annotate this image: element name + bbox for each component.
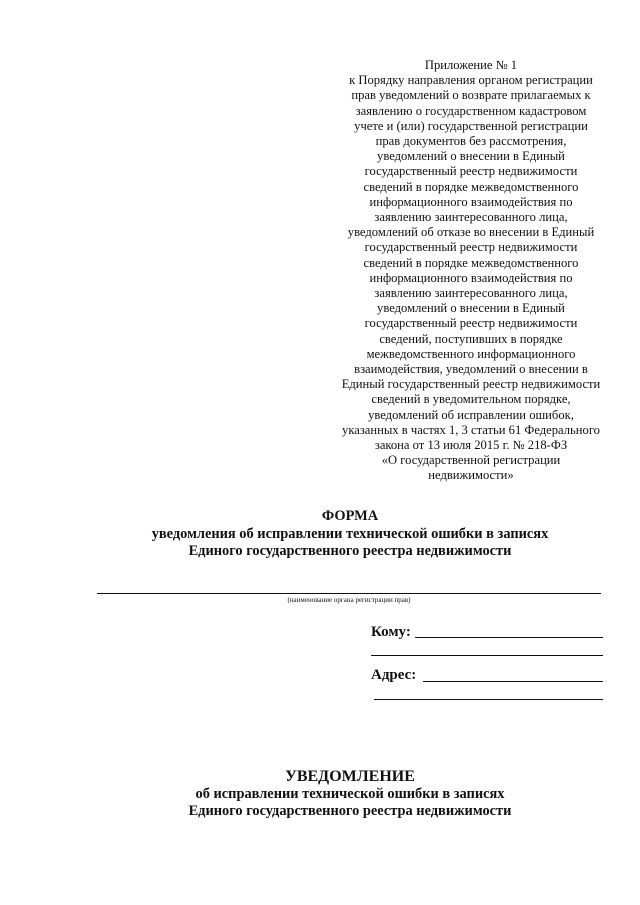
appendix-line: взаимодействия, уведомлений о внесении в <box>354 362 588 377</box>
appendix-line: сведений, поступивших в порядке <box>379 331 563 346</box>
form-title-heading: ФОРМА <box>321 508 379 524</box>
address-input-line-2[interactable] <box>374 699 603 700</box>
form-title-subtitle-1: уведомления об исправлении технической ошибки в записях <box>151 525 549 542</box>
appendix-line: межведомственного информационного <box>366 346 576 361</box>
appendix-line: сведений в порядке межведомственного <box>363 179 579 194</box>
address-input-line[interactable] <box>423 681 603 682</box>
appendix-line: государственный реестр недвижимости <box>364 240 578 255</box>
address-label: Адрес: <box>371 667 417 683</box>
appendix-line: «О государственной регистрации <box>381 453 561 468</box>
form-title <box>60 508 640 561</box>
appendix-line: уведомлений об исправлении ошибок, <box>368 407 574 422</box>
appendix-line: сведений в уведомительном порядке, <box>371 392 571 407</box>
notice-title-subtitle-1: об исправлении технической ошибки в записях <box>195 785 505 802</box>
to-label: Кому: <box>371 624 411 640</box>
appendix-line: Приложение № 1 <box>424 58 518 72</box>
appendix-line: информационного взаимодействия по <box>369 194 573 209</box>
appendix-line: уведомлений о внесении в Единый <box>377 149 565 164</box>
appendix-line: заявлению заинтересованного лица, <box>374 210 568 225</box>
appendix-line: закона от 13 июля 2015 г. № 218-ФЗ <box>374 438 568 453</box>
appendix-line: уведомлений об отказе во внесении в Единый <box>347 225 595 240</box>
appendix-line: прав документов без рассмотрения, <box>375 134 567 149</box>
appendix-line: Единый государственный реестр недвижимости <box>341 377 601 392</box>
appendix-line: указанных в частях 1, 3 статьи 61 Федерального <box>342 422 600 437</box>
appendix-line: государственный реестр недвижимости <box>364 164 578 179</box>
appendix-line: недвижимости» <box>428 468 514 483</box>
notice-title <box>60 768 640 821</box>
appendix-line: заявлению о государственном кадастровом <box>355 103 587 118</box>
notice-title-heading: УВЕДОМЛЕНИЕ <box>285 768 415 785</box>
org-name-input-line[interactable] <box>97 593 601 594</box>
appendix-line: заявлению заинтересованного лица, <box>374 286 568 301</box>
appendix-line: сведений в порядке межведомственного <box>363 255 579 270</box>
to-input-line-2[interactable] <box>371 655 603 656</box>
appendix-block <box>330 58 612 484</box>
appendix-line: уведомлений о внесении в Единый <box>377 301 565 316</box>
to-input-line[interactable] <box>415 637 603 638</box>
appendix-line: прав уведомлений о возврате прилагаемых к <box>351 88 591 103</box>
appendix-line: учете и (или) государственной регистрации <box>354 118 588 133</box>
appendix-line: государственный реестр недвижимости <box>364 316 578 331</box>
org-name-caption: (наименование органа регистрации прав) <box>287 596 411 604</box>
appendix-line: к Порядку направления органом регистрации <box>349 73 593 88</box>
appendix-line: информационного взаимодействия по <box>369 270 573 285</box>
notice-title-subtitle-2: Единого государственного реестра недвижимости <box>188 803 512 819</box>
form-title-subtitle-2: Единого государственного реестра недвижимости <box>188 543 512 559</box>
